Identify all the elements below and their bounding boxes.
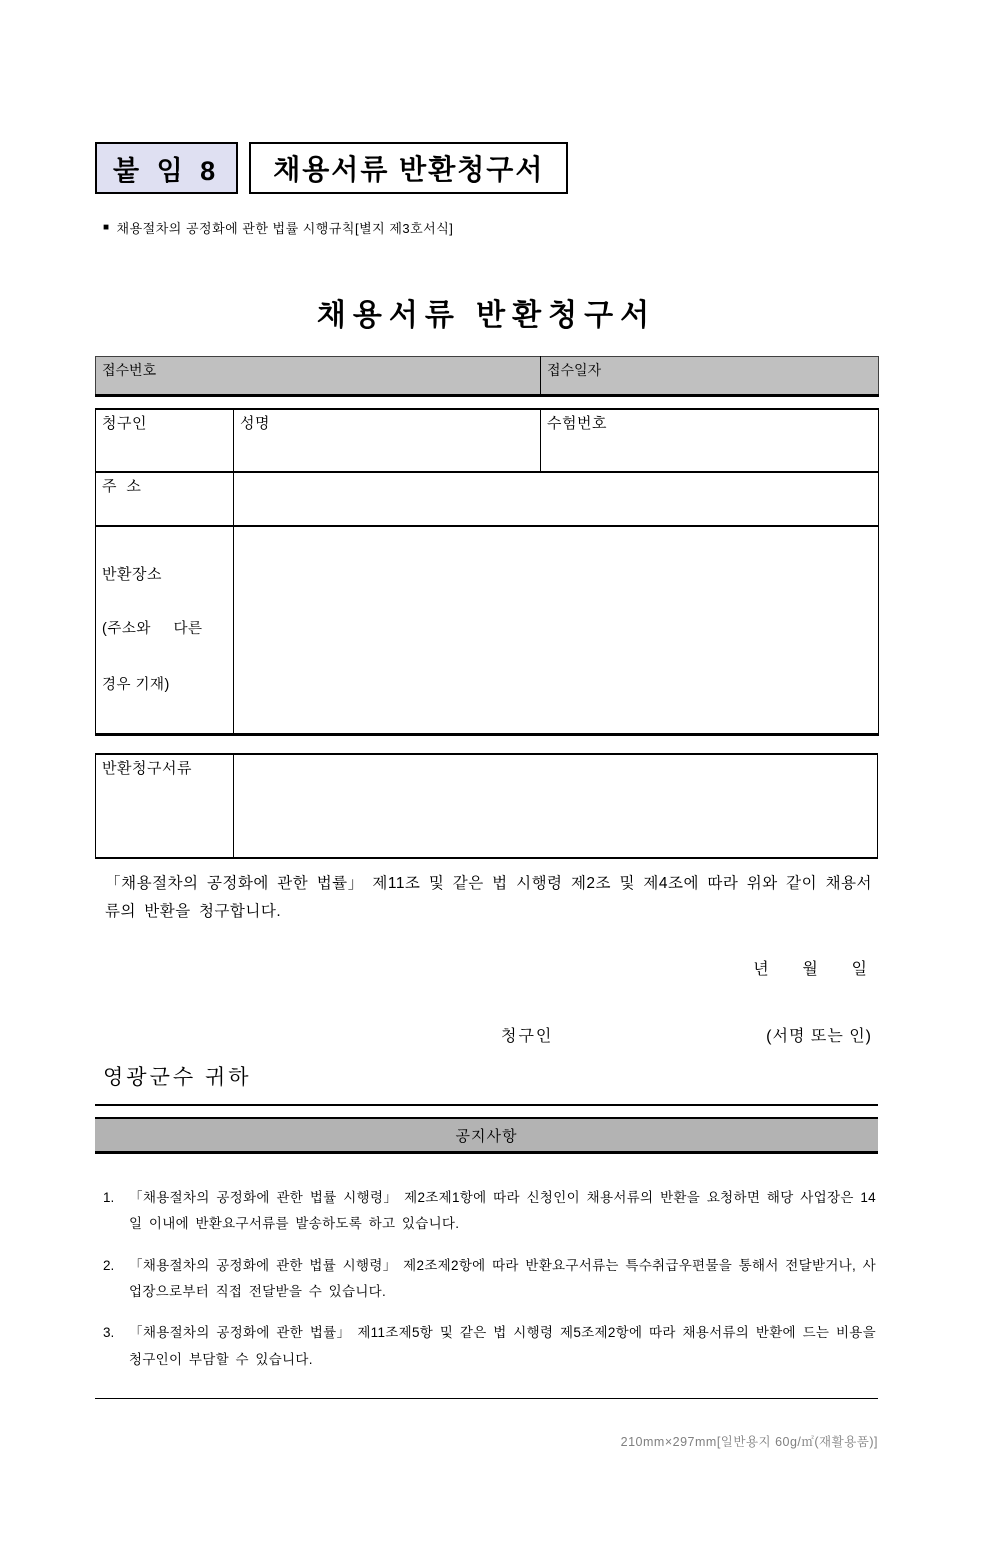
return-place-note-line1: (주소와 다른 <box>102 621 203 637</box>
signature-claimant-label: 청구인 <box>501 1028 554 1046</box>
document-page <box>95 142 878 1450</box>
address-label-cell: 주 소 <box>96 472 234 526</box>
square-bullet-icon: ■ <box>103 221 110 233</box>
return-place-label-cell <box>96 526 234 734</box>
header-title-box: 채용서류 반환청구서 <box>249 142 568 194</box>
exam-number-field-cell: 수험번호 <box>541 409 879 472</box>
list-item <box>103 1320 876 1373</box>
paper-spec-note: 210mm×297mm[일반용지 60g/㎡(재활용품)] <box>620 1434 878 1449</box>
header-band <box>95 142 878 194</box>
notice-item-text: 「채용절차의 공정화에 관한 법률 시행령」 제2조제2항에 따라 반환요구서류는 특수취급우편물을 통해서 전달받거나, 사업장으로부터 직접 전달받을 수 있습니다. <box>129 1257 876 1300</box>
address-field-cell <box>234 472 879 526</box>
divider-line <box>95 1104 878 1106</box>
name-field-cell: 성명 <box>234 409 541 472</box>
list-item <box>103 1253 876 1306</box>
signature-line <box>95 1023 878 1045</box>
notice-title-bar: 공지사항 <box>95 1117 878 1154</box>
return-place-field-cell <box>234 526 879 734</box>
list-item <box>103 1185 876 1238</box>
notice-item-text: 「채용절차의 공정화에 관한 법률」 제11조제5항 및 같은 법 시행령 제5조제2항에 따라 채용서류의 반환에 드는 비용을 청구인이 부담할 수 있습니다. <box>129 1325 876 1367</box>
divider-line <box>95 1398 878 1399</box>
table-row <box>96 357 879 396</box>
return-documents-field-cell <box>234 754 878 858</box>
notice-item-number: 3. <box>103 1325 115 1341</box>
signature-or-seal-note: (서명 또는 인) <box>766 1028 872 1046</box>
claimant-label-cell: 청구인 <box>96 409 234 472</box>
claimant-info-table <box>95 408 879 736</box>
notice-item-number: 1. <box>103 1190 115 1206</box>
notice-item-text: 「채용절차의 공정화에 관한 법률 시행령」 제2조제1항에 따라 신청인이 채용서류의 반환을 요청하면 해당 사업장은 14일 이내에 반환요구서류를 발송하도록 하고 있습니다. <box>129 1190 876 1232</box>
date-line: 년 월 일 <box>753 961 868 979</box>
notice-item-number: 2. <box>103 1257 115 1273</box>
regulation-note <box>95 218 878 237</box>
receipt-date-cell: 접수일자 <box>541 357 879 396</box>
receipt-number-cell: 접수번호 <box>96 357 541 396</box>
declaration-text: 「채용절차의 공정화에 관한 법률」 제11조 및 같은 법 시행령 제2조 및 제4조에 따라 위와 같이 채용서류의 반환을 청구합니다. <box>105 874 872 920</box>
return-place-note-line2: 경우 기재) <box>102 677 170 694</box>
return-documents-table <box>95 753 878 859</box>
regulation-note-text: 채용절차의 공정화에 관한 법률 시행규칙[별지 제3호서식] <box>116 221 454 236</box>
recipient-line: 영광군수 귀하 <box>103 1066 252 1090</box>
table-row <box>96 754 878 858</box>
document-title: 채용서류 반환청구서 <box>316 299 657 332</box>
table-row <box>96 409 879 472</box>
return-documents-label-cell: 반환청구서류 <box>96 754 234 858</box>
notice-list <box>95 1185 878 1373</box>
attachment-number-box: 붙 임 8 <box>95 142 238 194</box>
receipt-header-table <box>95 356 879 397</box>
return-place-label: 반환장소 <box>102 566 162 583</box>
table-row <box>96 526 879 734</box>
table-row <box>96 472 879 526</box>
